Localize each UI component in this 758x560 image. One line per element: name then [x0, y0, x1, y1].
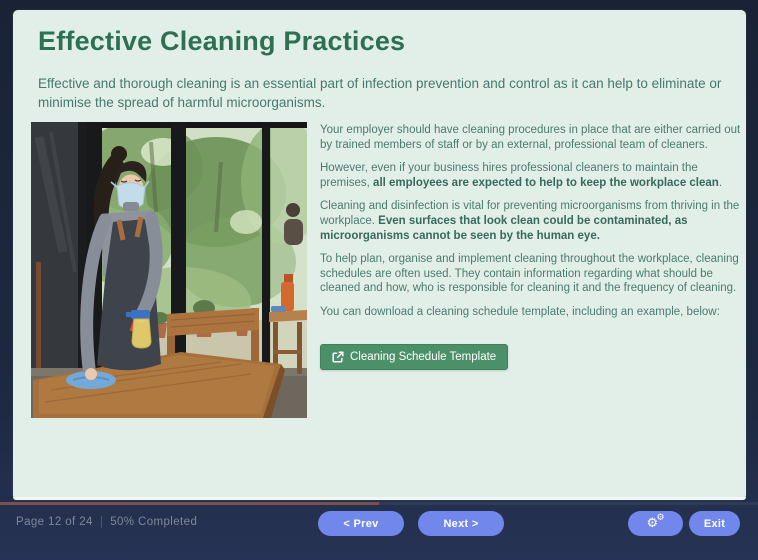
paragraph: However, even if your business hires professional cleaners to maintain the premises, all employees are expected to help to keep the workplace clean.: [320, 162, 723, 189]
status-separator: |: [99, 516, 104, 528]
paragraph: Cleaning and disinfection is vital for preventing microorganisms from thriving in the workplace. Even surfaces that look clean could be contaminated, as microorganisms cannot be seen by the human eye.: [320, 200, 740, 242]
footer: [0, 505, 758, 560]
exit-button[interactable]: Exit: [689, 511, 740, 536]
slide: [13, 10, 746, 500]
cleaning-photo: [31, 122, 307, 418]
paragraph: You can download a cleaning schedule template, including an example, below:: [320, 305, 720, 318]
prev-button[interactable]: < Prev: [318, 511, 404, 536]
gears-icon: ⚙: [646, 515, 659, 531]
paragraph: To help plan, organise and implement cleaning throughout the workplace, cleaning schedules are often used. They contain information regarding what should be cleaned and how, who is responsible for cleaning it and the frequency of cleaning.: [320, 253, 739, 295]
intro-text: Effective and thorough cleaning is an essential part of infection prevention and control as it can help to eliminate or minimise the spread of harmful microorganisms.: [38, 76, 722, 110]
download-button[interactable]: [320, 344, 508, 370]
page-status: [16, 516, 197, 528]
page-count-label: Page 12 of 24: [16, 516, 93, 528]
paragraph: Your employer should have cleaning procedures in place that are either carried out by trained members of staff or by an external, professional team of cleaners.: [320, 124, 741, 151]
completion-label: 50% Completed: [110, 516, 198, 528]
page-title: Effective Cleaning Practices: [38, 26, 406, 56]
external-link-icon: [332, 351, 344, 363]
article: [320, 123, 750, 329]
gears-icon-small: ⚙: [656, 512, 665, 523]
settings-button[interactable]: [628, 511, 683, 536]
next-button[interactable]: Next >: [418, 511, 504, 536]
download-button-label: Cleaning Schedule Template: [350, 351, 497, 363]
